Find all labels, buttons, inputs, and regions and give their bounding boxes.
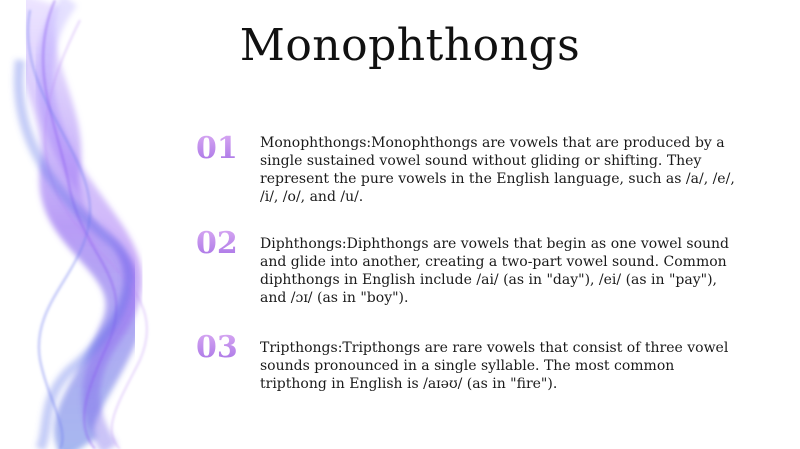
item-text: Tripthongs:Tripthongs are rare vowels that consist of three vowel sounds pronounced in a single syllable. The most common tripthong in English is /aɪəʊ/ (as in "fire").: [260, 340, 729, 392]
item-number: 02: [196, 229, 256, 259]
item-text: Diphthongs:Diphthongs are vowels that begin as one vowel sound and glide into another, creating a two-part vowel sound. Common diphthongs in English include /ai/ (as in "day"), /ei/ (as in "pay"), and /ɔɪ/ (as in "boy").: [260, 236, 730, 306]
item-text: Monophthongs:Monophthongs are vowels that are produced by a single sustained vowel sound without gliding or shifting. They represent the pure vowels in the English language, such as /a/, /e/, /i/, /o/, and /u/.: [260, 135, 735, 205]
item-number: 01: [196, 134, 256, 164]
item-number: 03: [196, 333, 256, 363]
page-title: Monophthongs: [239, 20, 581, 71]
